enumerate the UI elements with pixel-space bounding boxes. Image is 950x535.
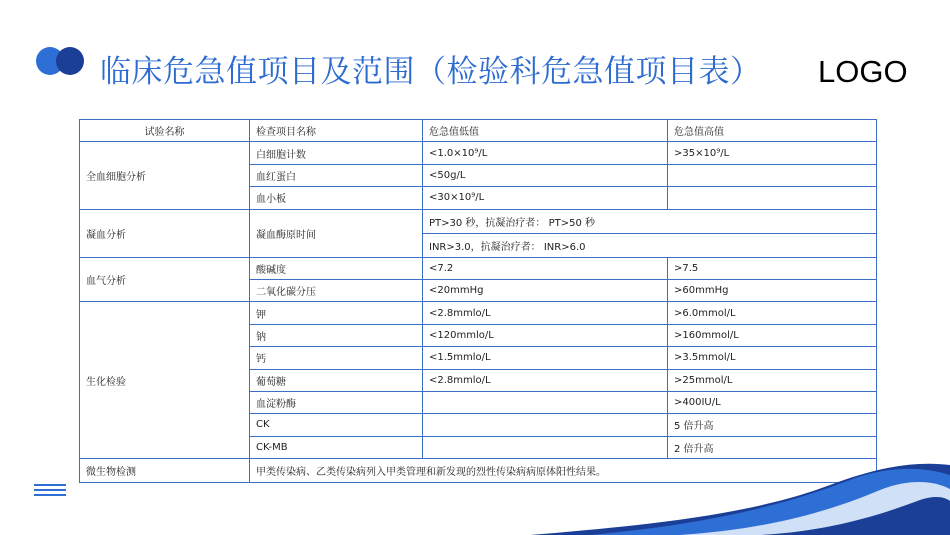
decorative-circles [36, 47, 86, 75]
group-micro: 微生物检测 [80, 459, 250, 483]
low-cell: <120mmlo/L [423, 324, 668, 346]
header-item-name: 检查项目名称 [250, 120, 423, 142]
low-cell: <20mmHg [423, 279, 668, 301]
low-cell: <1.5mmlo/L [423, 347, 668, 369]
logo-text: LOGO [818, 54, 908, 89]
high-cell: >400IU/L [668, 391, 877, 413]
high-cell: 2 倍升高 [668, 436, 877, 458]
table-header-row [80, 120, 877, 142]
item-cell: CK [250, 414, 423, 436]
low-cell [423, 391, 668, 413]
high-cell: >6.0mmol/L [668, 302, 877, 324]
low-cell: <2.8mmlo/L [423, 369, 668, 391]
item-cell: 钙 [250, 347, 423, 369]
circle-dark [56, 47, 84, 75]
micro-desc: 甲类传染病、乙类传染病列入甲类管理和新发现的烈性传染病病原体阳性结果。 [250, 459, 877, 483]
high-cell [668, 187, 877, 209]
item-cell: 酸碱度 [250, 257, 423, 279]
table-row [80, 209, 877, 233]
item-cell: 钾 [250, 302, 423, 324]
item-cell: 二氧化碳分压 [250, 279, 423, 301]
critical-value-table [79, 119, 877, 483]
item-cell: 血红蛋白 [250, 164, 423, 186]
group-biochem: 生化检验 [80, 302, 250, 459]
group-bloodgas: 血气分析 [80, 257, 250, 302]
slide-title: 临床危急值项目及范围（检验科危急值项目表） [100, 54, 762, 90]
high-cell: >3.5mmol/L [668, 347, 877, 369]
table-row [80, 142, 877, 164]
high-cell: >25mmol/L [668, 369, 877, 391]
high-cell: >7.5 [668, 257, 877, 279]
coag-line-1: PT>30 秒，抗凝治疗者： PT>50 秒 [423, 209, 877, 233]
table-row [80, 302, 877, 324]
low-cell: <7.2 [423, 257, 668, 279]
header-high-value: 危急值高值 [668, 120, 877, 142]
header-low-value: 危急值低值 [423, 120, 668, 142]
low-cell: <30×10⁹/L [423, 187, 668, 209]
high-cell: >35×10⁹/L [668, 142, 877, 164]
low-cell [423, 414, 668, 436]
coag-line-2: INR>3.0，抗凝治疗者： INR>6.0 [423, 233, 877, 257]
item-cell: 血小板 [250, 187, 423, 209]
low-cell: <2.8mmlo/L [423, 302, 668, 324]
high-cell: 5 倍升高 [668, 414, 877, 436]
menu-lines-icon [34, 484, 66, 499]
low-cell: <50g/L [423, 164, 668, 186]
item-cell: 白细胞计数 [250, 142, 423, 164]
header-test-name: 试验名称 [80, 120, 250, 142]
table-row [80, 257, 877, 279]
item-cell: 葡萄糖 [250, 369, 423, 391]
high-cell [668, 164, 877, 186]
high-cell: >60mmHg [668, 279, 877, 301]
low-cell: <1.0×10⁹/L [423, 142, 668, 164]
decorative-wave [530, 445, 950, 535]
item-cell: 凝血酶原时间 [250, 209, 423, 257]
high-cell: >160mmol/L [668, 324, 877, 346]
item-cell: 血淀粉酶 [250, 391, 423, 413]
group-coag: 凝血分析 [80, 209, 250, 257]
group-cbc: 全血细胞分析 [80, 142, 250, 209]
item-cell: CK-MB [250, 436, 423, 458]
item-cell: 钠 [250, 324, 423, 346]
